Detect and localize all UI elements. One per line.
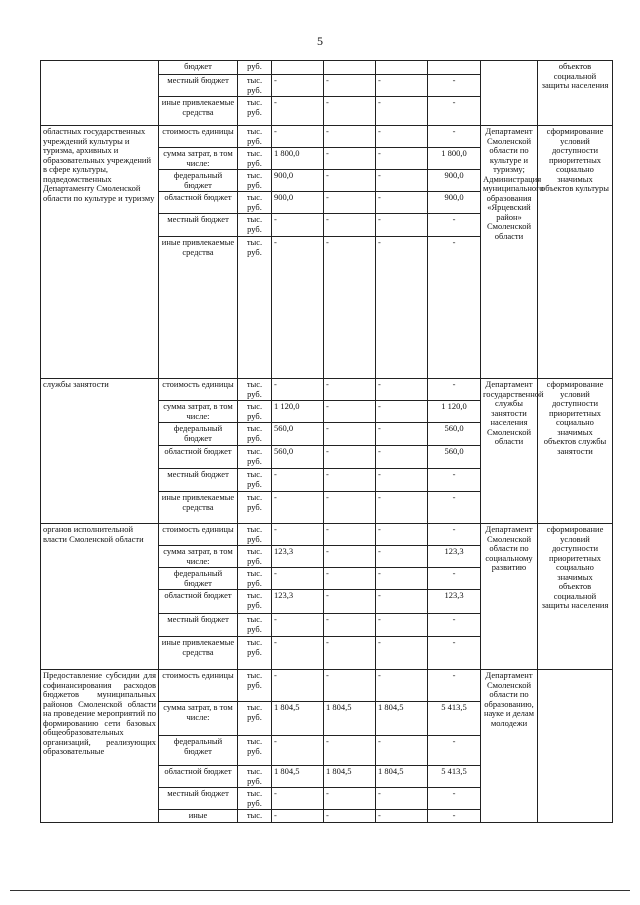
unit-label: тыс. руб. [238, 214, 272, 237]
result-cell: сформирование условий доступности приоритетных социально значимых объектов культуры [538, 126, 613, 379]
value-cell: - [428, 214, 481, 237]
indicator-label: федеральный бюджет [159, 423, 238, 446]
value-cell: - [272, 237, 324, 379]
value-cell [324, 61, 376, 75]
program-item-name: службы занятости [41, 379, 159, 524]
value-cell: 900,0 [428, 170, 481, 192]
value-cell: - [428, 97, 481, 126]
unit-label: тыс. руб. [238, 702, 272, 736]
value-cell: - [272, 126, 324, 148]
value-cell: 560,0 [428, 423, 481, 446]
value-cell: 1 804,5 [272, 702, 324, 736]
indicator-label: иные привлекаемые средства [159, 97, 238, 126]
value-cell: - [376, 214, 428, 237]
page-number: 5 [317, 34, 323, 48]
footer-rule [10, 890, 630, 891]
executor-cell: Департамент Смоленской области по образованию, науке и делам молодежи [481, 670, 538, 823]
value-cell: - [324, 192, 376, 214]
program-item-name: областных государственных учреждений культуры и туризма, архивных и образовательных учреждений в сфере культуры, подведомственных Департаменту Смоленской области по культуре и туризму [41, 126, 159, 379]
value-cell: - [376, 546, 428, 568]
value-cell: - [324, 401, 376, 423]
indicator-label: иные [159, 810, 238, 823]
value-cell: - [324, 614, 376, 637]
value-cell: - [428, 614, 481, 637]
indicator-label: бюджет [159, 61, 238, 75]
value-cell: - [324, 379, 376, 401]
value-cell: - [324, 75, 376, 97]
indicator-label: стоимость единицы [159, 670, 238, 702]
executor-cell: Департамент Смоленской области по культуре и туризму; Администрация муниципального образования «Ярцевский район» Смоленской области [481, 126, 538, 379]
value-cell: 123,3 [428, 546, 481, 568]
value-cell: - [324, 736, 376, 766]
unit-label: тыс. руб. [238, 401, 272, 423]
indicator-label: областной бюджет [159, 192, 238, 214]
value-cell [376, 61, 428, 75]
result-cell: объектов социальной защиты населения [538, 61, 613, 126]
unit-label: тыс. руб. [238, 546, 272, 568]
value-cell: - [376, 469, 428, 492]
value-cell: - [324, 237, 376, 379]
unit-label: тыс. руб. [238, 446, 272, 469]
value-cell: - [428, 736, 481, 766]
value-cell: - [272, 736, 324, 766]
indicator-label: сумма затрат, в том числе: [159, 148, 238, 170]
value-cell: - [324, 788, 376, 810]
value-cell: - [376, 192, 428, 214]
value-cell: 5 413,5 [428, 766, 481, 788]
unit-label: тыс. руб. [238, 614, 272, 637]
value-cell: - [376, 670, 428, 702]
value-cell: 1 120,0 [428, 401, 481, 423]
value-cell: - [376, 423, 428, 446]
value-cell: - [428, 524, 481, 546]
table-row [41, 670, 613, 702]
table-row [41, 126, 613, 148]
value-cell: - [324, 97, 376, 126]
unit-label: руб. [238, 61, 272, 75]
indicator-label: местный бюджет [159, 214, 238, 237]
value-cell: - [376, 492, 428, 524]
unit-label: тыс. руб. [238, 670, 272, 702]
value-cell: - [376, 170, 428, 192]
value-cell: - [376, 401, 428, 423]
executor-cell: Департамент Смоленской области по социальному развитию [481, 524, 538, 670]
value-cell: 560,0 [272, 446, 324, 469]
result-cell: сформирование условий доступности приоритетных социально значимых объектов службы занятости [538, 379, 613, 524]
unit-label: тыс. руб. [238, 379, 272, 401]
value-cell: - [376, 810, 428, 823]
unit-label: тыс. руб. [238, 423, 272, 446]
value-cell: - [428, 379, 481, 401]
value-cell: - [272, 670, 324, 702]
table-row [41, 524, 613, 546]
value-cell: - [272, 214, 324, 237]
value-cell: 1 800,0 [272, 148, 324, 170]
value-cell: 1 804,5 [376, 702, 428, 736]
unit-label: тыс. руб. [238, 788, 272, 810]
indicator-label: стоимость единицы [159, 126, 238, 148]
value-cell: - [272, 810, 324, 823]
value-cell: - [324, 148, 376, 170]
unit-label: тыс. руб. [238, 192, 272, 214]
unit-label: тыс. руб. [238, 469, 272, 492]
value-cell: - [428, 126, 481, 148]
value-cell: 560,0 [428, 446, 481, 469]
program-item-name: органов исполнительной власти Смоленской области [41, 524, 159, 670]
value-cell: 123,3 [428, 590, 481, 614]
value-cell: - [324, 670, 376, 702]
value-cell: - [376, 379, 428, 401]
value-cell: - [428, 637, 481, 670]
value-cell: - [428, 810, 481, 823]
value-cell: - [376, 75, 428, 97]
value-cell: - [376, 446, 428, 469]
unit-label: тыс. руб. [238, 766, 272, 788]
indicator-label: сумма затрат, в том числе: [159, 546, 238, 568]
value-cell: - [428, 788, 481, 810]
value-cell: 1 120,0 [272, 401, 324, 423]
value-cell: 900,0 [428, 192, 481, 214]
unit-label: тыс. руб. [238, 736, 272, 766]
unit-label: тыс. руб. [238, 492, 272, 524]
unit-label: тыс. руб. [238, 126, 272, 148]
table-row [41, 379, 613, 401]
indicator-label: областной бюджет [159, 766, 238, 788]
value-cell: - [324, 214, 376, 237]
executor-cell [481, 61, 538, 126]
value-cell: - [272, 492, 324, 524]
value-cell: - [376, 97, 428, 126]
indicator-label: иные привлекаемые средства [159, 492, 238, 524]
program-item-name-cell [41, 61, 159, 126]
value-cell: 123,3 [272, 546, 324, 568]
value-cell: - [428, 670, 481, 702]
value-cell: - [428, 237, 481, 379]
unit-label: тыс. руб. [238, 75, 272, 97]
indicator-label: сумма затрат, в том числе: [159, 401, 238, 423]
indicator-label: иные привлекаемые средства [159, 637, 238, 670]
unit-label: тыс. руб. [238, 568, 272, 590]
value-cell: - [324, 810, 376, 823]
value-cell: - [324, 590, 376, 614]
indicator-label: местный бюджет [159, 614, 238, 637]
unit-label: тыс. руб. [238, 170, 272, 192]
value-cell: 123,3 [272, 590, 324, 614]
value-cell: - [376, 614, 428, 637]
value-cell: - [272, 637, 324, 670]
value-cell: - [324, 446, 376, 469]
indicator-label: сумма затрат, в том числе: [159, 702, 238, 736]
value-cell [428, 61, 481, 75]
value-cell: 1 804,5 [272, 766, 324, 788]
value-cell: - [324, 637, 376, 670]
value-cell: - [428, 75, 481, 97]
indicator-label: стоимость единицы [159, 524, 238, 546]
value-cell: 1 804,5 [376, 766, 428, 788]
unit-label: тыс. руб. [238, 237, 272, 379]
value-cell: - [376, 126, 428, 148]
value-cell: 900,0 [272, 192, 324, 214]
value-cell: 1 800,0 [428, 148, 481, 170]
indicator-label: областной бюджет [159, 446, 238, 469]
value-cell: - [272, 524, 324, 546]
value-cell: - [324, 170, 376, 192]
value-cell: - [324, 524, 376, 546]
value-cell: - [324, 469, 376, 492]
value-cell [272, 61, 324, 75]
result-cell: сформирование условий доступности приоритетных социально значимых объектов социальной защиты населения [538, 524, 613, 670]
program-table [40, 60, 613, 823]
value-cell: - [324, 423, 376, 446]
unit-label: тыс. руб. [238, 524, 272, 546]
value-cell: 560,0 [272, 423, 324, 446]
value-cell: - [428, 492, 481, 524]
value-cell: - [428, 469, 481, 492]
value-cell: 900,0 [272, 170, 324, 192]
value-cell: - [376, 788, 428, 810]
indicator-label: федеральный бюджет [159, 736, 238, 766]
value-cell: - [324, 492, 376, 524]
unit-label: тыс. руб. [238, 637, 272, 670]
unit-label: тыс. руб. [238, 97, 272, 126]
result-cell [538, 670, 613, 823]
value-cell: - [324, 126, 376, 148]
value-cell: - [324, 546, 376, 568]
value-cell: 1 804,5 [324, 702, 376, 736]
value-cell: - [272, 379, 324, 401]
unit-label: тыс. [238, 810, 272, 823]
indicator-label: иные привлекаемые средства [159, 237, 238, 379]
value-cell: - [376, 736, 428, 766]
indicator-label: местный бюджет [159, 788, 238, 810]
indicator-label: местный бюджет [159, 75, 238, 97]
value-cell: - [272, 75, 324, 97]
indicator-label: стоимость единицы [159, 379, 238, 401]
value-cell: 5 413,5 [428, 702, 481, 736]
executor-cell: Департамент государственной службы занятости населения Смоленской области [481, 379, 538, 524]
value-cell: - [272, 788, 324, 810]
unit-label: тыс. руб. [238, 590, 272, 614]
indicator-label: областной бюджет [159, 590, 238, 614]
value-cell: - [376, 590, 428, 614]
value-cell: - [376, 637, 428, 670]
indicator-label: федеральный бюджет [159, 170, 238, 192]
value-cell: - [376, 148, 428, 170]
value-cell: - [272, 469, 324, 492]
indicator-label: местный бюджет [159, 469, 238, 492]
value-cell: - [272, 97, 324, 126]
value-cell: - [272, 614, 324, 637]
table-row [41, 61, 613, 75]
value-cell: - [324, 568, 376, 590]
value-cell: - [428, 568, 481, 590]
value-cell: - [376, 568, 428, 590]
value-cell: - [376, 524, 428, 546]
value-cell: - [376, 237, 428, 379]
value-cell: 1 804,5 [324, 766, 376, 788]
program-item-name: Предоставление субсидии для софинансирования расходов бюджетов муниципальных районов Смоленской области на проведение мероприятий по формированию сети базовых общеобразовательных организаций, реализующих образовательные [41, 670, 159, 823]
indicator-label: федеральный бюджет [159, 568, 238, 590]
unit-label: тыс. руб. [238, 148, 272, 170]
value-cell: - [272, 568, 324, 590]
